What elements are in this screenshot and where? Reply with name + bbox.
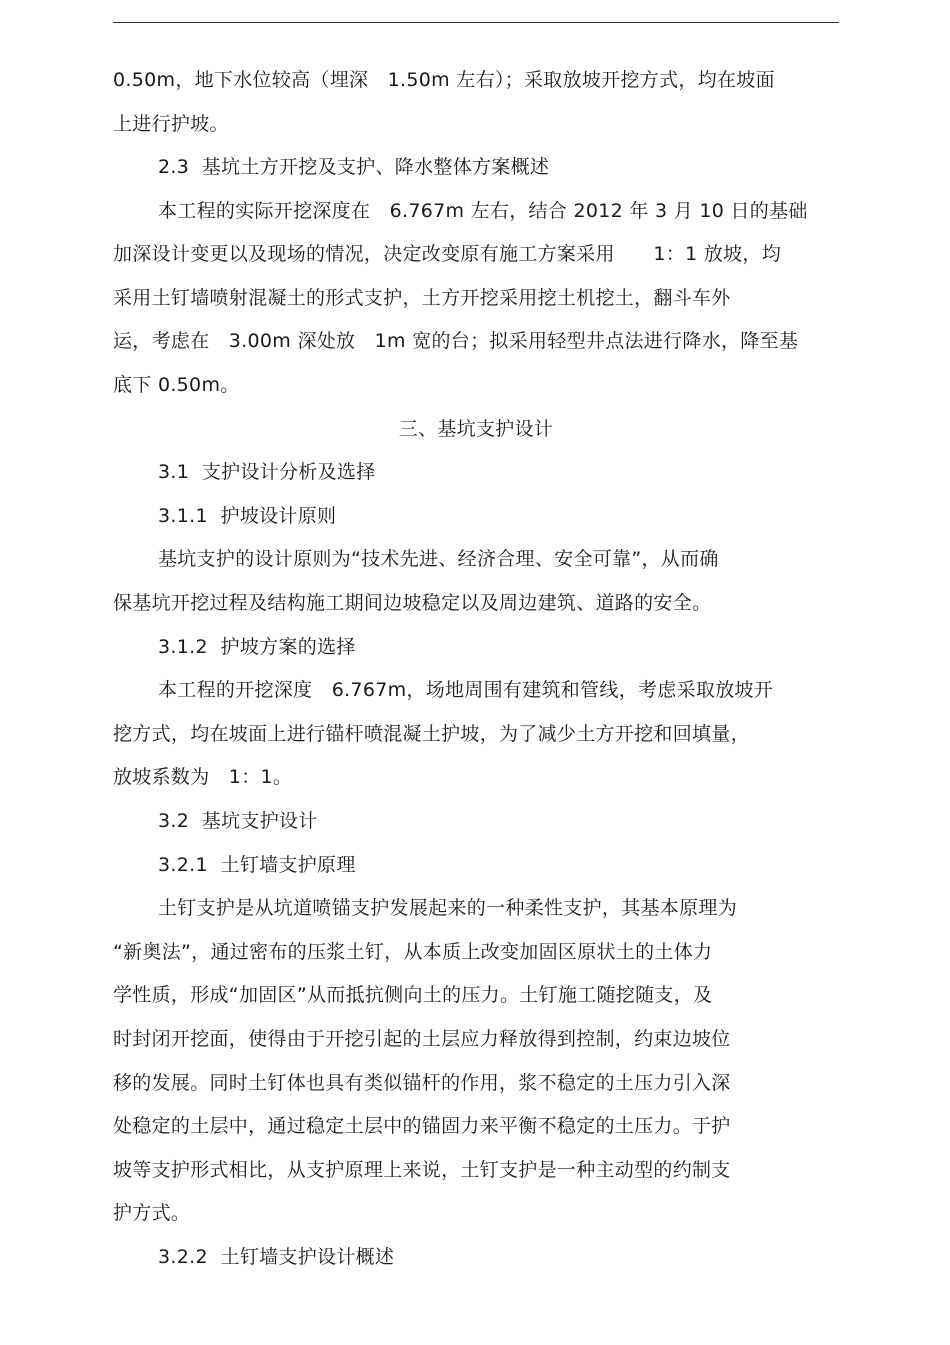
body-line: 底下 0.50m。 bbox=[113, 374, 240, 396]
header-rule bbox=[113, 22, 839, 23]
body-line: 土钉支护是从坑道喷锚支护发展起来的一种柔性支护，其基本原理为 bbox=[158, 897, 738, 919]
body-line: 上进行护坡。 bbox=[113, 113, 229, 135]
body-line: 处稳定的土层中，通过稳定土层中的锚固力来平衡不稳定的土压力。于护 bbox=[113, 1115, 731, 1137]
section-heading-3-1: 3.1 支护设计分析及选择 bbox=[158, 461, 376, 483]
section-heading-3-2-1: 3.2.1 土钉墙支护原理 bbox=[158, 854, 356, 876]
body-line: “新奥法”，通过密布的压浆土钉，从本质上改变加固区原状土的土体力 bbox=[113, 941, 713, 963]
section-heading-3-2-2: 3.2.2 土钉墙支护设计概述 bbox=[158, 1246, 395, 1268]
section-heading-2-3: 2.3 基坑土方开挖及支护、降水整体方案概述 bbox=[158, 156, 550, 178]
section-heading-3-1-1: 3.1.1 护坡设计原则 bbox=[158, 505, 337, 527]
body-line: 移的发展。同时土钉体也具有类似锚杆的作用，浆不稳定的土压力引入深 bbox=[113, 1072, 731, 1094]
body-line: 本工程的实际开挖深度在 6.767m 左右，结合 2012 年 3 月 10 日的基础 bbox=[158, 200, 808, 222]
body-line: 坡等支护形式相比，从支护原理上来说，土钉支护是一种主动型的约制支 bbox=[113, 1159, 731, 1181]
body-line: 护方式。 bbox=[113, 1202, 191, 1224]
body-line: 本工程的开挖深度 6.767m，场地周围有建筑和管线，考虑采取放坡开 bbox=[158, 679, 774, 701]
section-heading-3-1-2: 3.1.2 护坡方案的选择 bbox=[158, 636, 356, 658]
body-line: 加深设计变更以及现场的情况，决定改变原有施工方案采用 1：1 放坡，均 bbox=[113, 243, 782, 265]
body-line: 挖方式，均在坡面上进行锚杆喷混凝土护坡，为了减少土方开挖和回填量， bbox=[113, 723, 750, 745]
body-line: 采用土钉墙喷射混凝土的形式支护，土方开挖采用挖土机挖土，翻斗车外 bbox=[113, 287, 731, 309]
body-line: 放坡系数为 1：1。 bbox=[113, 766, 293, 788]
body-line: 学性质，形成“加固区”从而抵抗侧向土的压力。土钉施工随挖随支，及 bbox=[113, 984, 713, 1006]
body-line: 保基坑开挖过程及结构施工期间边坡稳定以及周边建筑、道路的安全。 bbox=[113, 592, 712, 614]
chapter-heading: 三、基坑支护设计 bbox=[398, 418, 554, 440]
body-line: 时封闭开挖面，使得由于开挖引起的土层应力释放得到控制，约束边坡位 bbox=[113, 1028, 731, 1050]
body-line: 基坑支护的设计原则为“技术先进、经济合理、安全可靠”，从而确 bbox=[158, 548, 719, 570]
body-line: 0.50m，地下水位较高（埋深 1.50m 左右）；采取放坡开挖方式，均在坡面 bbox=[113, 69, 775, 91]
section-heading-3-2: 3.2 基坑支护设计 bbox=[158, 810, 318, 832]
body-line: 运，考虑在 3.00m 深处放 1m 宽的台；拟采用轻型井点法进行降水，降至基 bbox=[113, 330, 799, 352]
